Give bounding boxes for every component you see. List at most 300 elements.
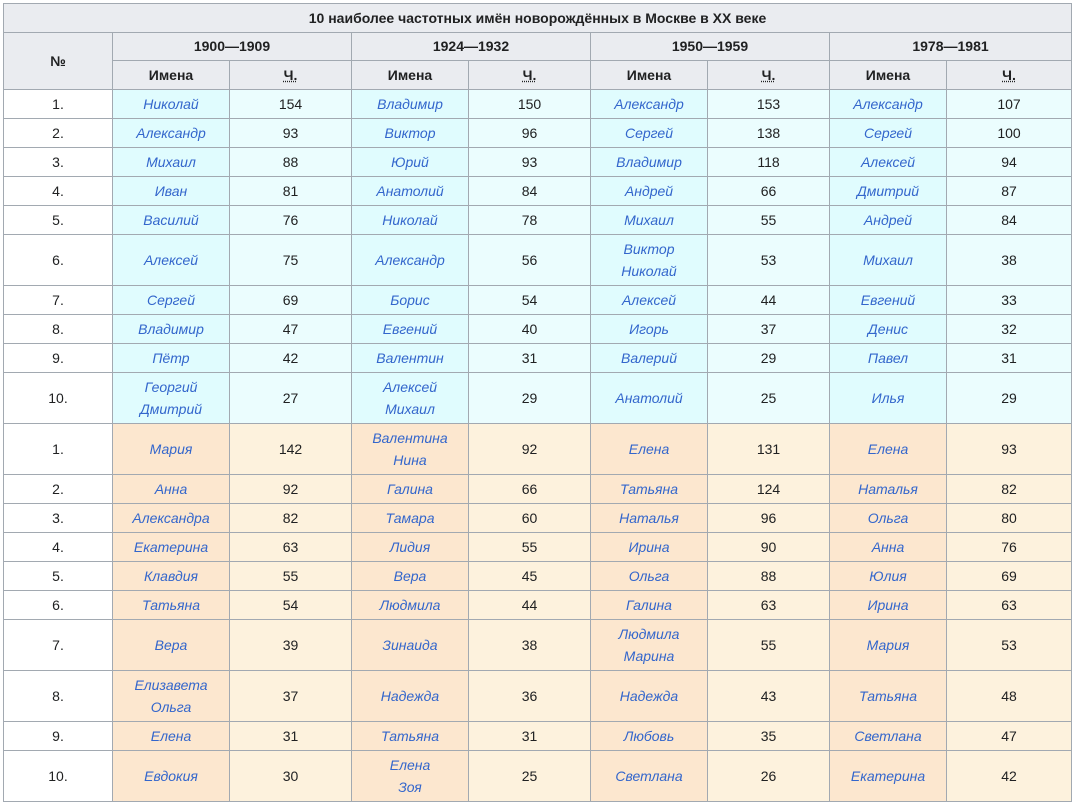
name-link[interactable]: Павел [867,349,909,366]
count-cell: 88 [708,562,830,591]
name-link[interactable]: Евгений [382,320,438,337]
count-cell: 63 [708,591,830,620]
rank-cell: 6. [4,235,113,286]
count-cell: 31 [469,722,591,751]
female-row [4,475,1072,504]
female-row [4,620,1072,671]
name-cell [113,671,230,722]
rank-cell: 4. [4,533,113,562]
name-link[interactable]: Андрей [624,182,674,199]
name-link[interactable]: Александр [136,124,206,141]
name-cell [591,562,708,591]
name-cell [352,533,469,562]
count-cell: 47 [947,722,1072,751]
name-cell [830,344,947,373]
name-cell [113,286,230,315]
rank-cell: 1. [4,424,113,475]
count-cell: 55 [469,533,591,562]
count-cell: 153 [708,90,830,119]
name-link[interactable]: Николай [621,263,677,279]
rank-column-header: № [4,33,113,90]
name-link[interactable]: Алексей [860,153,916,170]
female-row [4,671,1072,722]
count-cell: 26 [708,751,830,802]
rank-cell: 1. [4,90,113,119]
period-header: 1900—1909 [113,33,352,61]
count-cell: 63 [230,533,352,562]
name-link[interactable]: Татьяна [858,687,918,704]
count-cell: 60 [469,504,591,533]
count-abbreviation[interactable]: Ч. [761,66,776,83]
count-cell: 48 [947,671,1072,722]
count-cell: 42 [947,751,1072,802]
name-link[interactable]: Владимир [138,320,204,337]
count-cell: 40 [469,315,591,344]
name-link[interactable]: Анна [871,538,905,555]
name-cell [591,206,708,235]
name-link[interactable]: Виктор [384,124,436,141]
name-link[interactable]: Татьяна [619,480,679,497]
count-cell: 84 [469,177,591,206]
name-cell [352,424,469,475]
names-column-header: Имена [113,61,230,90]
count-cell: 39 [230,620,352,671]
name-link[interactable]: Александр [853,95,923,112]
name-cell [113,533,230,562]
name-link[interactable]: Александр [614,95,684,112]
count-cell: 82 [230,504,352,533]
name-cell [352,315,469,344]
name-link[interactable]: Любовь [623,727,675,744]
name-link[interactable]: Надежда [380,687,440,704]
count-cell: 88 [230,148,352,177]
name-cell [591,90,708,119]
count-cell: 82 [947,475,1072,504]
count-cell: 150 [469,90,591,119]
name-cell [113,119,230,148]
name-cell [591,533,708,562]
name-link[interactable]: Ирина [628,538,670,555]
count-cell: 35 [708,722,830,751]
name-link[interactable]: Наталья [619,509,679,526]
count-cell: 37 [708,315,830,344]
name-cell [352,562,469,591]
count-column-header [230,61,352,90]
name-cell [113,344,230,373]
name-cell [830,475,947,504]
name-cell [591,671,708,722]
name-link[interactable]: Виктор [623,240,675,257]
name-cell [830,315,947,344]
name-cell [830,504,947,533]
name-link[interactable]: Сергей [146,291,195,308]
period-header: 1950—1959 [591,33,830,61]
count-cell: 55 [708,206,830,235]
count-cell: 54 [469,286,591,315]
name-cell [591,119,708,148]
count-cell: 44 [469,591,591,620]
name-link[interactable]: Валентин [376,349,444,366]
rank-cell: 2. [4,119,113,148]
name-link[interactable]: Мария [866,636,910,653]
name-link[interactable]: Тамара [385,509,435,526]
name-link[interactable]: Зоя [398,779,422,795]
count-cell: 96 [708,504,830,533]
rank-cell: 7. [4,286,113,315]
period-header: 1924—1932 [352,33,591,61]
name-link[interactable]: Михаил [624,211,674,228]
name-link[interactable]: Валерий [620,349,677,366]
name-cell [113,235,230,286]
name-link[interactable]: Дмитрий [856,182,920,199]
name-cell [830,119,947,148]
name-link[interactable]: Екатерина [850,767,926,784]
name-cell [830,424,947,475]
count-cell: 25 [469,751,591,802]
name-cell [352,722,469,751]
name-link[interactable]: Нина [393,452,427,468]
count-cell: 76 [947,533,1072,562]
count-cell: 78 [469,206,591,235]
count-cell: 138 [708,119,830,148]
rank-cell: 10. [4,751,113,802]
rank-cell: 6. [4,591,113,620]
count-cell: 93 [469,148,591,177]
name-link[interactable]: Денис [867,320,909,337]
name-link[interactable]: Анна [154,480,188,497]
name-link[interactable]: Елена [628,440,670,457]
count-cell: 80 [947,504,1072,533]
rank-cell: 5. [4,206,113,235]
name-cell [830,177,947,206]
count-cell: 45 [469,562,591,591]
name-link[interactable]: Алексей [382,378,438,395]
male-row [4,373,1072,424]
name-link[interactable]: Елена [867,440,909,457]
count-cell: 54 [230,591,352,620]
count-cell: 29 [469,373,591,424]
rank-cell: 4. [4,177,113,206]
name-link[interactable]: Галина [387,480,433,497]
count-cell: 76 [230,206,352,235]
name-link[interactable]: Татьяна [141,596,201,613]
name-cell [830,751,947,802]
name-cell [830,620,947,671]
name-link[interactable]: Людмила [618,625,680,642]
count-cell: 55 [230,562,352,591]
name-link[interactable]: Василий [143,211,199,228]
name-link[interactable]: Галина [626,596,672,613]
name-cell [352,286,469,315]
count-cell: 31 [469,344,591,373]
count-cell: 29 [708,344,830,373]
name-cell [352,620,469,671]
name-cell [591,315,708,344]
name-cell [830,533,947,562]
rank-cell: 9. [4,722,113,751]
count-cell: 37 [230,671,352,722]
name-link[interactable]: Вера [393,567,427,584]
name-link[interactable]: Евгений [860,291,916,308]
name-link[interactable]: Михаил [385,401,435,417]
name-link[interactable]: Александр [375,251,445,268]
count-cell: 142 [230,424,352,475]
name-link[interactable]: Валентина [372,429,448,446]
name-cell [591,235,708,286]
name-cell [352,671,469,722]
name-link[interactable]: Николай [382,211,438,228]
name-cell [352,119,469,148]
name-cell [352,373,469,424]
count-cell: 47 [230,315,352,344]
count-cell: 30 [230,751,352,802]
name-link[interactable]: Светлана [854,727,922,744]
count-column-header [469,61,591,90]
count-cell: 32 [947,315,1072,344]
name-cell [591,504,708,533]
name-cell [591,148,708,177]
count-cell: 107 [947,90,1072,119]
rank-cell: 3. [4,148,113,177]
name-link[interactable]: Мария [149,440,193,457]
name-link[interactable]: Екатерина [133,538,209,555]
name-cell [113,206,230,235]
rank-cell: 9. [4,344,113,373]
name-link[interactable]: Андрей [863,211,913,228]
name-cell [352,177,469,206]
name-cell [352,591,469,620]
name-cell [591,475,708,504]
female-row [4,751,1072,802]
count-cell: 66 [708,177,830,206]
male-row [4,315,1072,344]
name-cell [113,620,230,671]
name-link[interactable]: Сергей [863,124,912,141]
rank-cell: 8. [4,315,113,344]
name-cell [352,504,469,533]
name-link[interactable]: Пётр [152,349,190,366]
name-link[interactable]: Клавдия [144,567,198,584]
name-link[interactable]: Ольга [867,509,909,526]
count-cell: 66 [469,475,591,504]
names-table [3,3,1072,802]
name-link[interactable]: Алексей [143,251,199,268]
female-row [4,424,1072,475]
count-cell: 38 [947,235,1072,286]
count-cell: 55 [708,620,830,671]
name-cell [830,206,947,235]
name-link[interactable]: Елена [389,756,431,773]
name-cell [830,671,947,722]
count-cell: 75 [230,235,352,286]
count-cell: 31 [947,344,1072,373]
male-row [4,286,1072,315]
name-link[interactable]: Вера [154,636,188,653]
table-caption: 10 наиболее частотных имён новорождённых в Москве в XX веке [4,4,1072,33]
name-cell [113,562,230,591]
name-cell [591,344,708,373]
name-link[interactable]: Владимир [377,95,443,112]
name-link[interactable]: Георгий [144,378,198,395]
female-row [4,504,1072,533]
name-cell [352,90,469,119]
name-cell [830,235,947,286]
count-cell: 44 [708,286,830,315]
female-row [4,591,1072,620]
name-cell [591,177,708,206]
count-cell: 53 [708,235,830,286]
count-cell: 27 [230,373,352,424]
name-link[interactable]: Николай [143,95,199,112]
name-link[interactable]: Борис [390,291,430,308]
count-cell: 33 [947,286,1072,315]
name-link[interactable]: Михаил [146,153,196,170]
name-cell [591,722,708,751]
count-cell: 124 [708,475,830,504]
name-cell [113,177,230,206]
name-link[interactable]: Александра [132,509,210,526]
name-cell [591,591,708,620]
female-row [4,722,1072,751]
name-link[interactable]: Ольга [628,567,670,584]
name-link[interactable]: Сергей [624,124,673,141]
name-link[interactable]: Татьяна [380,727,440,744]
male-row [4,148,1072,177]
name-link[interactable]: Алексей [621,291,677,308]
name-cell [113,751,230,802]
count-cell: 131 [708,424,830,475]
name-cell [113,315,230,344]
name-cell [830,148,947,177]
count-cell: 29 [947,373,1072,424]
count-cell: 100 [947,119,1072,148]
count-cell: 36 [469,671,591,722]
name-cell [113,90,230,119]
name-link[interactable]: Ирина [867,596,909,613]
count-abbreviation[interactable]: Ч. [1002,66,1016,83]
rank-cell: 2. [4,475,113,504]
names-column-header: Имена [352,61,469,90]
count-column-header [947,61,1072,90]
count-column-header [708,61,830,90]
name-cell [113,722,230,751]
name-link[interactable]: Юрий [391,153,429,170]
name-link[interactable]: Ольга [150,699,192,715]
name-cell [352,751,469,802]
count-cell: 63 [947,591,1072,620]
name-cell [591,751,708,802]
count-abbreviation[interactable]: Ч. [283,66,298,83]
name-link[interactable]: Наталья [858,480,918,497]
count-cell: 96 [469,119,591,148]
period-header: 1978—1981 [830,33,1072,61]
count-cell: 84 [947,206,1072,235]
rank-cell: 8. [4,671,113,722]
female-row [4,533,1072,562]
name-cell [113,475,230,504]
name-link[interactable]: Марина [623,648,675,664]
name-link[interactable]: Игорь [629,320,669,337]
count-cell: 25 [708,373,830,424]
name-link[interactable]: Владимир [616,153,682,170]
rank-cell: 5. [4,562,113,591]
male-row [4,177,1072,206]
count-cell: 43 [708,671,830,722]
count-abbreviation[interactable]: Ч. [522,66,537,83]
name-link[interactable]: Михаил [863,251,913,268]
name-link[interactable]: Лидия [389,538,431,555]
name-cell [352,475,469,504]
name-cell [830,90,947,119]
count-cell: 81 [230,177,352,206]
male-row [4,90,1072,119]
male-row [4,206,1072,235]
names-column-header: Имена [591,61,708,90]
count-cell: 56 [469,235,591,286]
female-row [4,562,1072,591]
male-row [4,235,1072,286]
rank-cell: 7. [4,620,113,671]
count-cell: 118 [708,148,830,177]
count-cell: 69 [230,286,352,315]
count-cell: 87 [947,177,1072,206]
name-cell [830,562,947,591]
name-cell [830,286,947,315]
names-column-header: Имена [830,61,947,90]
count-cell: 92 [469,424,591,475]
name-cell [113,148,230,177]
name-link[interactable]: Дмитрий [139,401,203,417]
name-link[interactable]: Илья [871,389,905,406]
count-cell: 93 [947,424,1072,475]
count-cell: 69 [947,562,1072,591]
count-cell: 53 [947,620,1072,671]
name-link[interactable]: Светлана [615,767,683,784]
male-row [4,344,1072,373]
name-link[interactable]: Елена [150,727,192,744]
name-cell [113,373,230,424]
name-cell [352,148,469,177]
name-cell [830,591,947,620]
name-cell [113,591,230,620]
name-link[interactable]: Анатолий [615,389,683,406]
name-cell [352,206,469,235]
name-link[interactable]: Анатолий [376,182,444,199]
name-link[interactable]: Иван [154,182,188,199]
count-cell: 154 [230,90,352,119]
count-cell: 93 [230,119,352,148]
name-link[interactable]: Юлия [869,567,907,584]
rank-cell: 10. [4,373,113,424]
count-cell: 38 [469,620,591,671]
name-link[interactable]: Зинаида [382,636,438,653]
name-cell [830,722,947,751]
name-cell [591,373,708,424]
name-cell [113,504,230,533]
count-cell: 90 [708,533,830,562]
name-link[interactable]: Людмила [379,596,441,613]
name-link[interactable]: Надежда [619,687,679,704]
count-cell: 92 [230,475,352,504]
name-link[interactable]: Евдокия [144,767,198,784]
name-cell [591,620,708,671]
name-cell [352,235,469,286]
count-cell: 94 [947,148,1072,177]
name-cell [830,373,947,424]
name-cell [591,286,708,315]
name-link[interactable]: Елизавета [134,676,208,693]
rank-cell: 3. [4,504,113,533]
